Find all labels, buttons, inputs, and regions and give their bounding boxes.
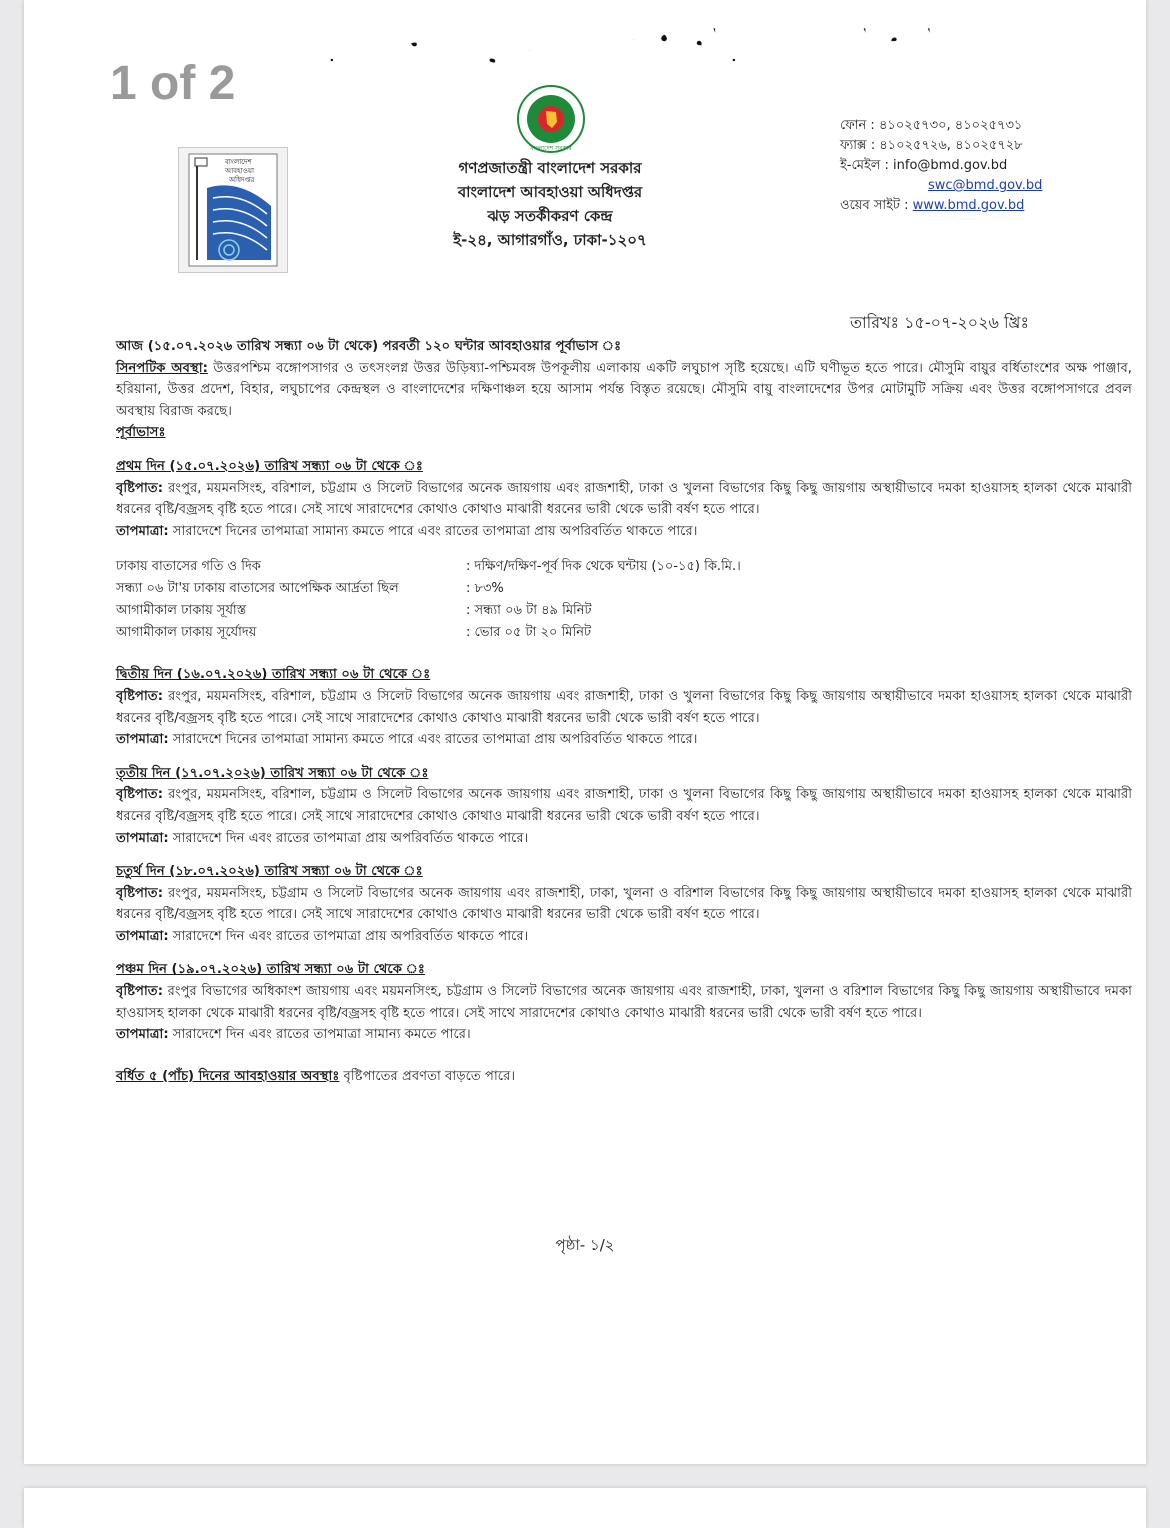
dhaka-info-label: আগামীকাল ঢাকায় সূর্যাস্ত	[116, 603, 247, 619]
day-1-temp	[116, 521, 1132, 543]
page-number: পৃষ্ঠা- ১/২	[555, 1236, 615, 1254]
day-5-rain	[116, 981, 1132, 1024]
table-row	[116, 556, 741, 578]
website-link[interactable]: www.bmd.gov.bd	[912, 198, 1025, 213]
gov-line-2: বাংলাদেশ আবহাওয়া অধিদপ্তর	[457, 183, 643, 201]
extended-text: বৃষ্টিপাতের প্রবণতা বাড়তে পারে।	[339, 1068, 516, 1084]
temp-label: তাপমাত্রা:	[116, 830, 169, 846]
day-5-temp	[116, 1024, 1132, 1046]
extended-outlook	[116, 1066, 1132, 1088]
day-1-rain	[116, 478, 1132, 521]
day-5-temp-text: সারাদেশে দিন এবং রাতের তাপমাত্রা সামান্য কমতে পারে।	[168, 1027, 471, 1043]
day-4-temp-text: সারাদেশে দিন এবং রাতের তাপমাত্রা প্রায় অপরিবর্তিত থাকতে পারে।	[168, 928, 529, 944]
day-3-temp	[116, 828, 1132, 850]
forecast-body	[116, 336, 1132, 1087]
website-label: ওয়েব সাইট :	[840, 198, 913, 213]
email-secondary-line	[840, 176, 1070, 196]
table-row	[116, 622, 741, 644]
fax-line: ফ্যাক্স : ৪১০২৫৭২৬, ৪১০২৫৭২৮	[840, 138, 1023, 153]
issue-date: তারিখঃ ১৫-০৭-২০২৬ খ্রিঃ	[850, 313, 1029, 332]
email-label: ই-মেইল :	[840, 158, 894, 173]
day-3-rain	[116, 784, 1132, 827]
dhaka-info-label: আগামীকাল ঢাকায় সূর্যোদয়	[116, 625, 257, 641]
day-4-temp	[116, 926, 1132, 948]
rain-label: বৃষ্টিপাত:	[116, 984, 163, 1000]
day-5-rain-text: রংপুর বিভাগের অধিকাংশ জায়গায় এবং ময়মনসিংহ, চট্টগ্রাম ও সিলেট বিভাগের অনেক জায়গায় এবং রাজশাহী, ঢাকা, খুলনা ও বরিশাল বিভাগের কিছু কিছু জায়গায় অস্থায়ীভাবে দমকা হাওয়াসহ হালকা থেকে মাঝারী ধরনের বৃষ্টি/বজ্রসহ বৃষ্টি হতে পারে। সেই সাথে সারাদেশের কোথাও কোথাও মাঝারী ধরনের ভারী থেকে ভারী বর্ষণ হতে পারে।	[116, 984, 1132, 1021]
day-1-temp-text: সারাদেশে দিনের তাপমাত্রা সামান্য কমতে পারে এবং রাতের তাপমাত্রা প্রায় অপরিবর্তিত থাকতে পারে।	[168, 523, 698, 539]
dhaka-info-value: : দক্ষিণ/দক্ষিণ-পূর্ব দিক থেকে ঘন্টায় (১০-১৫) কি.মি.।	[466, 559, 741, 575]
phone-line: ফোন : ৪১০২৫৭৩০, ৪১০২৫৭৩১	[840, 118, 1023, 133]
day-3-rain-text: রংপুর, ময়মনসিংহ, বরিশাল, চট্টগ্রাম ও সিলেট বিভাগের অনেক জায়গায় এবং রাজশাহী, ঢাকা ও খুলনা বিভাগের কিছু কিছু জায়গায় অস্থায়ীভাবে দমকা হাওয়াসহ হালকা থেকে মাঝারী ধরনের বৃষ্টি/বজ্রসহ বৃষ্টি হতে পারে। সেই সাথে সারাদেশের কোথাও কোথাও মাঝারী ধরনের ভারী থেকে ভারী বর্ষণ হতে পারে।	[116, 787, 1132, 824]
gov-line-3: ঝড় সতর্কীকরণ কেন্দ্র	[487, 207, 613, 225]
rain-label: বৃষ্টিপাত:	[116, 480, 163, 496]
dhaka-info-label: ঢাকায় বাতাসের গতি ও দিক	[116, 559, 261, 575]
gov-line-1: গণপ্রজাতন্ত্রী বাংলাদেশ সরকার	[458, 159, 642, 177]
contact-info	[840, 116, 1070, 216]
table-row	[116, 578, 741, 600]
website-line	[840, 196, 1070, 216]
temp-label: তাপমাত্রা:	[116, 732, 169, 748]
page-indicator: 1 of 2	[110, 57, 236, 110]
table-row	[116, 600, 741, 622]
temp-label: তাপমাত্রা:	[116, 928, 169, 944]
day-2-rain-text: রংপুর, ময়মনসিংহ, বরিশাল, চট্টগ্রাম ও সিলেট বিভাগের অনেক জায়গায় এবং রাজশাহী, ঢাকা ও খুলনা বিভাগের কিছু কিছু জায়গায় অস্থায়ীভাবে দমকা হাওয়াসহ হালকা থেকে মাঝারী ধরনের বৃষ্টি/বজ্রসহ বৃষ্টি হতে পারে। সেই সাথে সারাদেশের কোথাও কোথাও মাঝারী ধরনের ভারী থেকে ভারী বর্ষণ হতে পারে।	[116, 688, 1132, 726]
forecast-label: পূর্বাভাসঃ	[116, 425, 166, 441]
extended-label: বর্ধিত ৫ (পাঁচ) দিনের আবহাওয়ার অবস্থাঃ	[116, 1068, 340, 1084]
seal-text: বাংলাদেশ সরকার	[530, 145, 572, 152]
day-2-rain	[116, 686, 1132, 729]
rain-label: বৃষ্টিপাত:	[116, 688, 163, 704]
seal-icon	[516, 84, 586, 154]
day-5-title: পঞ্চম দিন (১৯.০৭.২০২৬) তারিখ সন্ধ্যা ০৬ টা থেকে ঃ	[116, 962, 425, 978]
temp-label: তাপমাত্রা:	[116, 1027, 169, 1043]
email-secondary-link[interactable]: swc@bmd.gov.bd	[928, 178, 1043, 193]
dhaka-info-value: : ৮৩%	[466, 581, 504, 597]
email-primary[interactable]: info@bmd.gov.bd	[893, 158, 1008, 173]
logo-text-3: অধিদপ্তর	[229, 176, 255, 184]
day-1-title: প্রথম দিন (১৫.০৭.২০২৬) তারিখ সন্ধ্যা ০৬ টা থেকে ঃ	[116, 458, 423, 474]
temp-label: তাপমাত্রা:	[116, 523, 169, 539]
day-2-temp	[116, 729, 1132, 751]
gov-line-4: ই-২৪, আগারগাঁও, ঢাকা-১২০৭	[453, 231, 647, 249]
day-3-title: তৃতীয় দিন (১৭.০৭.২০২৬) তারিখ সন্ধ্যা ০৬ টা থেকে ঃ	[116, 765, 429, 781]
dhaka-info-table	[116, 556, 741, 644]
dhaka-info-value: : ভোর ০৫ টা ২০ মিনিট	[466, 625, 592, 641]
rain-label: বৃষ্টিপাত:	[116, 787, 163, 803]
bmd-logo-icon	[179, 148, 287, 272]
rain-label: বৃষ্টিপাত:	[116, 885, 163, 901]
day-4-title: চতুর্থ দিন (১৮.০৭.২০২৬) তারিখ সন্ধ্যা ০৬ টা থেকে ঃ	[116, 864, 423, 880]
day-2-title: দ্বিতীয় দিন (১৬.০৭.২০২৬) তারিখ সন্ধ্যা ০৬ টা থেকে ঃ	[116, 667, 431, 683]
day-4-rain	[116, 883, 1132, 926]
day-4-rain-text: রংপুর, ময়মনসিংহ, চট্টগ্রাম ও সিলেট বিভাগের অনেক জায়গায় এবং রাজশাহী, ঢাকা, খুলনা ও বরিশাল বিভাগের কিছু কিছু জায়গায় অস্থায়ীভাবে দমকা হাওয়াসহ হালকা থেকে মাঝারী ধরনের বৃষ্টি/বজ্রসহ বৃষ্টি হতে পারে। সেই সাথে সারাদেশের কোথাও কোথাও মাঝারী ধরনের ভারী থেকে ভারী বর্ষণ হতে পারে।	[116, 885, 1132, 923]
day-1-rain-text: রংপুর, ময়মনসিংহ, বরিশাল, চট্টগ্রাম ও সিলেট বিভাগের অনেক জায়গায় এবং রাজশাহী, ঢাকা ও খুলনা বিভাগের কিছু কিছু জায়গায় অস্থায়ীভাবে দমকা হাওয়াসহ হালকা থেকে মাঝারী ধরনের বৃষ্টি/বজ্রসহ বৃষ্টি হতে পারে। সেই সাথে সারাদেশের কোথাও কোথাও মাঝারী ধরনের ভারী থেকে ভারী বর্ষণ হতে পারে।	[116, 480, 1132, 518]
logo-text-1: বাংলাদেশ	[225, 158, 252, 166]
dhaka-info-label: সন্ধ্যা ০৬ টা'য় ঢাকায় বাতাসের আপেক্ষিক আর্দ্রতা ছিল	[116, 581, 399, 597]
logo-text-2: আবহাওয়া	[225, 167, 255, 175]
day-2-temp-text: সারাদেশে দিনের তাপমাত্রা সামান্য কমতে পারে এবং রাতের তাপমাত্রা প্রায় অপরিবর্তিত থাকতে পারে।	[168, 732, 698, 748]
document-page-2	[24, 1488, 1146, 1528]
email-line	[840, 156, 1070, 176]
overlay-title: পরবর্তী ১২০ ঘন্টার পূর্বাভাস	[280, 6, 980, 79]
forecast-heading: আজ (১৫.০৭.২০২৬ তারিখ সন্ধ্যা ০৬ টা থেকে) পরবর্তী ১২০ ঘন্টার আবহাওয়ার পূর্বাভাস ঃ	[116, 339, 622, 354]
day-3-temp-text: সারাদেশে দিন এবং রাতের তাপমাত্রা প্রায় অপরিবর্তিত থাকতে পারে।	[168, 830, 529, 846]
government-header	[400, 156, 700, 252]
government-seal	[516, 84, 586, 154]
bmd-logo	[178, 147, 288, 273]
synoptic-paragraph	[116, 358, 1132, 423]
synoptic-label: সিনপটিক অবস্থা:	[116, 360, 208, 376]
synoptic-text: উত্তরপশ্চিম বঙ্গোপসাগর ও তৎসংলগ্ন উত্তর উড়িষ্যা-পশ্চিমবঙ্গ উপকূলীয় এলাকায় একটি লঘুচাপ সৃষ্টি হয়েছে। এটি ঘণীভূত হতে পারে। মৌসুমি বায়ুর বর্ধিতাংশের অক্ষ পাঞ্জাব, হরিয়ানা, উত্তর প্রদেশ, বিহার, লঘুচাপের কেন্দ্রস্থল ও বাংলাদেশের দক্ষিণাঞ্চল হয়ে আসাম পর্যন্ত বিস্তৃত রয়েছে। মৌসুমি বায়ু বাংলাদেশের উপর মোটামুটি সক্রিয় এবং উত্তর বঙ্গোপসাগরে প্রবল অবস্থায় বিরাজ করছে।	[116, 360, 1132, 419]
dhaka-info-value: : সন্ধ্যা ০৬ টা ৪৯ মিনিট	[466, 603, 592, 619]
